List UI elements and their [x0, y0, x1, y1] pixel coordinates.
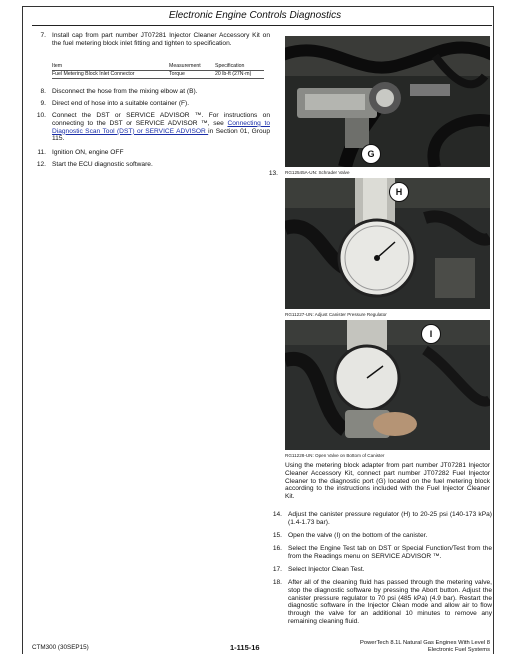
page-title: Electronic Engine Controls Diagnostics	[168, 10, 342, 21]
spec-header-item: Item	[52, 63, 63, 69]
photo-canister-valve	[285, 320, 490, 450]
spec-rule	[52, 78, 264, 79]
step-number: 13.	[268, 170, 278, 177]
callout-g: G	[361, 144, 381, 164]
footer-manual-title	[300, 640, 490, 654]
spec-header-specification: Specification	[215, 63, 245, 69]
step-text: Adjust the canister pressure regulator (H) to 20-25 psi (140-173 kPa) (1.4-1.73 bar).	[288, 511, 492, 526]
step-text: Ignition ON, engine OFF	[52, 149, 124, 156]
valve-photo-graphic	[285, 320, 490, 450]
top-border	[22, 6, 493, 7]
step-number: 12.	[36, 161, 46, 168]
spec-cell-measurement: Torque	[169, 71, 185, 77]
footer-manual-title-line2: Electronic Fuel Systems	[427, 647, 490, 653]
spec-header-measurement: Measurement	[169, 63, 201, 69]
step-number: 10.	[36, 112, 46, 119]
step-text: Disconnect the hose from the mixing elbow at (B).	[52, 88, 198, 95]
spec-cell-item: Fuel Metering Block Inlet Connector	[52, 71, 135, 77]
step-text: Select Injector Clean Test.	[288, 566, 365, 573]
gauge-photo-graphic	[285, 178, 490, 309]
step-number: 18.	[272, 579, 282, 586]
callout-h: H	[389, 182, 409, 202]
step-text	[52, 112, 270, 143]
spec-cell-specification: 20 lb-ft (27N·m)	[215, 71, 252, 77]
callout-i: I	[421, 324, 441, 344]
step-number: 9.	[40, 100, 46, 107]
step-text-after: in Section 01, Group 115.	[52, 127, 270, 143]
step-text-before: Connect the DST or SERVICE ADVISOR ™. For instructions on connecting to the DST or SERVICE ADVISOR ™, see	[52, 112, 270, 127]
footer-page-number: 1-115-16	[230, 643, 260, 652]
step-number: 8.	[40, 88, 46, 95]
step-number: 17.	[272, 566, 282, 573]
step-text: Select the Engine Test tab on DST or Special Function/Test from the from the Readings menu on SERVICE ADVISOR ™.	[288, 545, 492, 560]
step-number: 7.	[40, 32, 46, 39]
photo-pressure-regulator	[285, 178, 490, 309]
photo-schrader-valve	[285, 36, 490, 167]
step-number: 14.	[272, 511, 282, 518]
step-text: Using the metering block adapter from part number JT07281 Injector Cleaner Accessory Kit, connect part number JT07282 Fuel Injector Cleaner to the diagnostic port (G) located on the fuel metering block according to the instructions included with the Fuel Injector Cleaner Kit.	[285, 462, 490, 501]
figure-caption: RG11227-UN: Adjust Canister Pressure Regulator	[285, 312, 387, 317]
step-text: Direct end of hose into a suitable container (F).	[52, 100, 190, 107]
spec-table	[52, 63, 264, 79]
footer-doc-id: CTM300 (30SEP15)	[32, 644, 89, 651]
figure-caption: RG11228-UN: Open Valve on Bottom of Canister	[285, 453, 385, 458]
step-text: Start the ECU diagnostic software.	[52, 161, 153, 168]
title-divider	[32, 25, 492, 26]
step-number: 11.	[37, 149, 46, 156]
step-number: 16.	[272, 545, 282, 552]
step-text: Open the valve (I) on the bottom of the canister.	[288, 532, 428, 539]
section-link[interactable]: Connecting to Diagnostic Scan Tool (DST) or SERVICE ADVISOR	[52, 119, 270, 135]
step-number: 15.	[272, 532, 282, 539]
engine-photo-graphic	[285, 36, 490, 167]
footer-manual-title-line1: PowerTech 8.1L Natural Gas Engines With Level 8	[360, 640, 490, 646]
step-text: Install cap from part number JT07281 Injector Cleaner Accessory Kit on the fuel metering block inlet fitting and tighten to specification.	[52, 32, 270, 47]
step-text: After all of the cleaning fluid has passed through the metering valve, stop the diagnostic software by pressing the Abort button. Adjust the canister pressure regulator to 70 psi (485 kPa) (4.9 bar). Restart the diagnostic software in the Injector Clean mode and allow air to flow through the valve for an additional 10 minutes to remove any remaining cleaning fluid.	[288, 579, 492, 625]
figure-caption: RG12545A-UN: Schrader Valve	[285, 170, 350, 175]
